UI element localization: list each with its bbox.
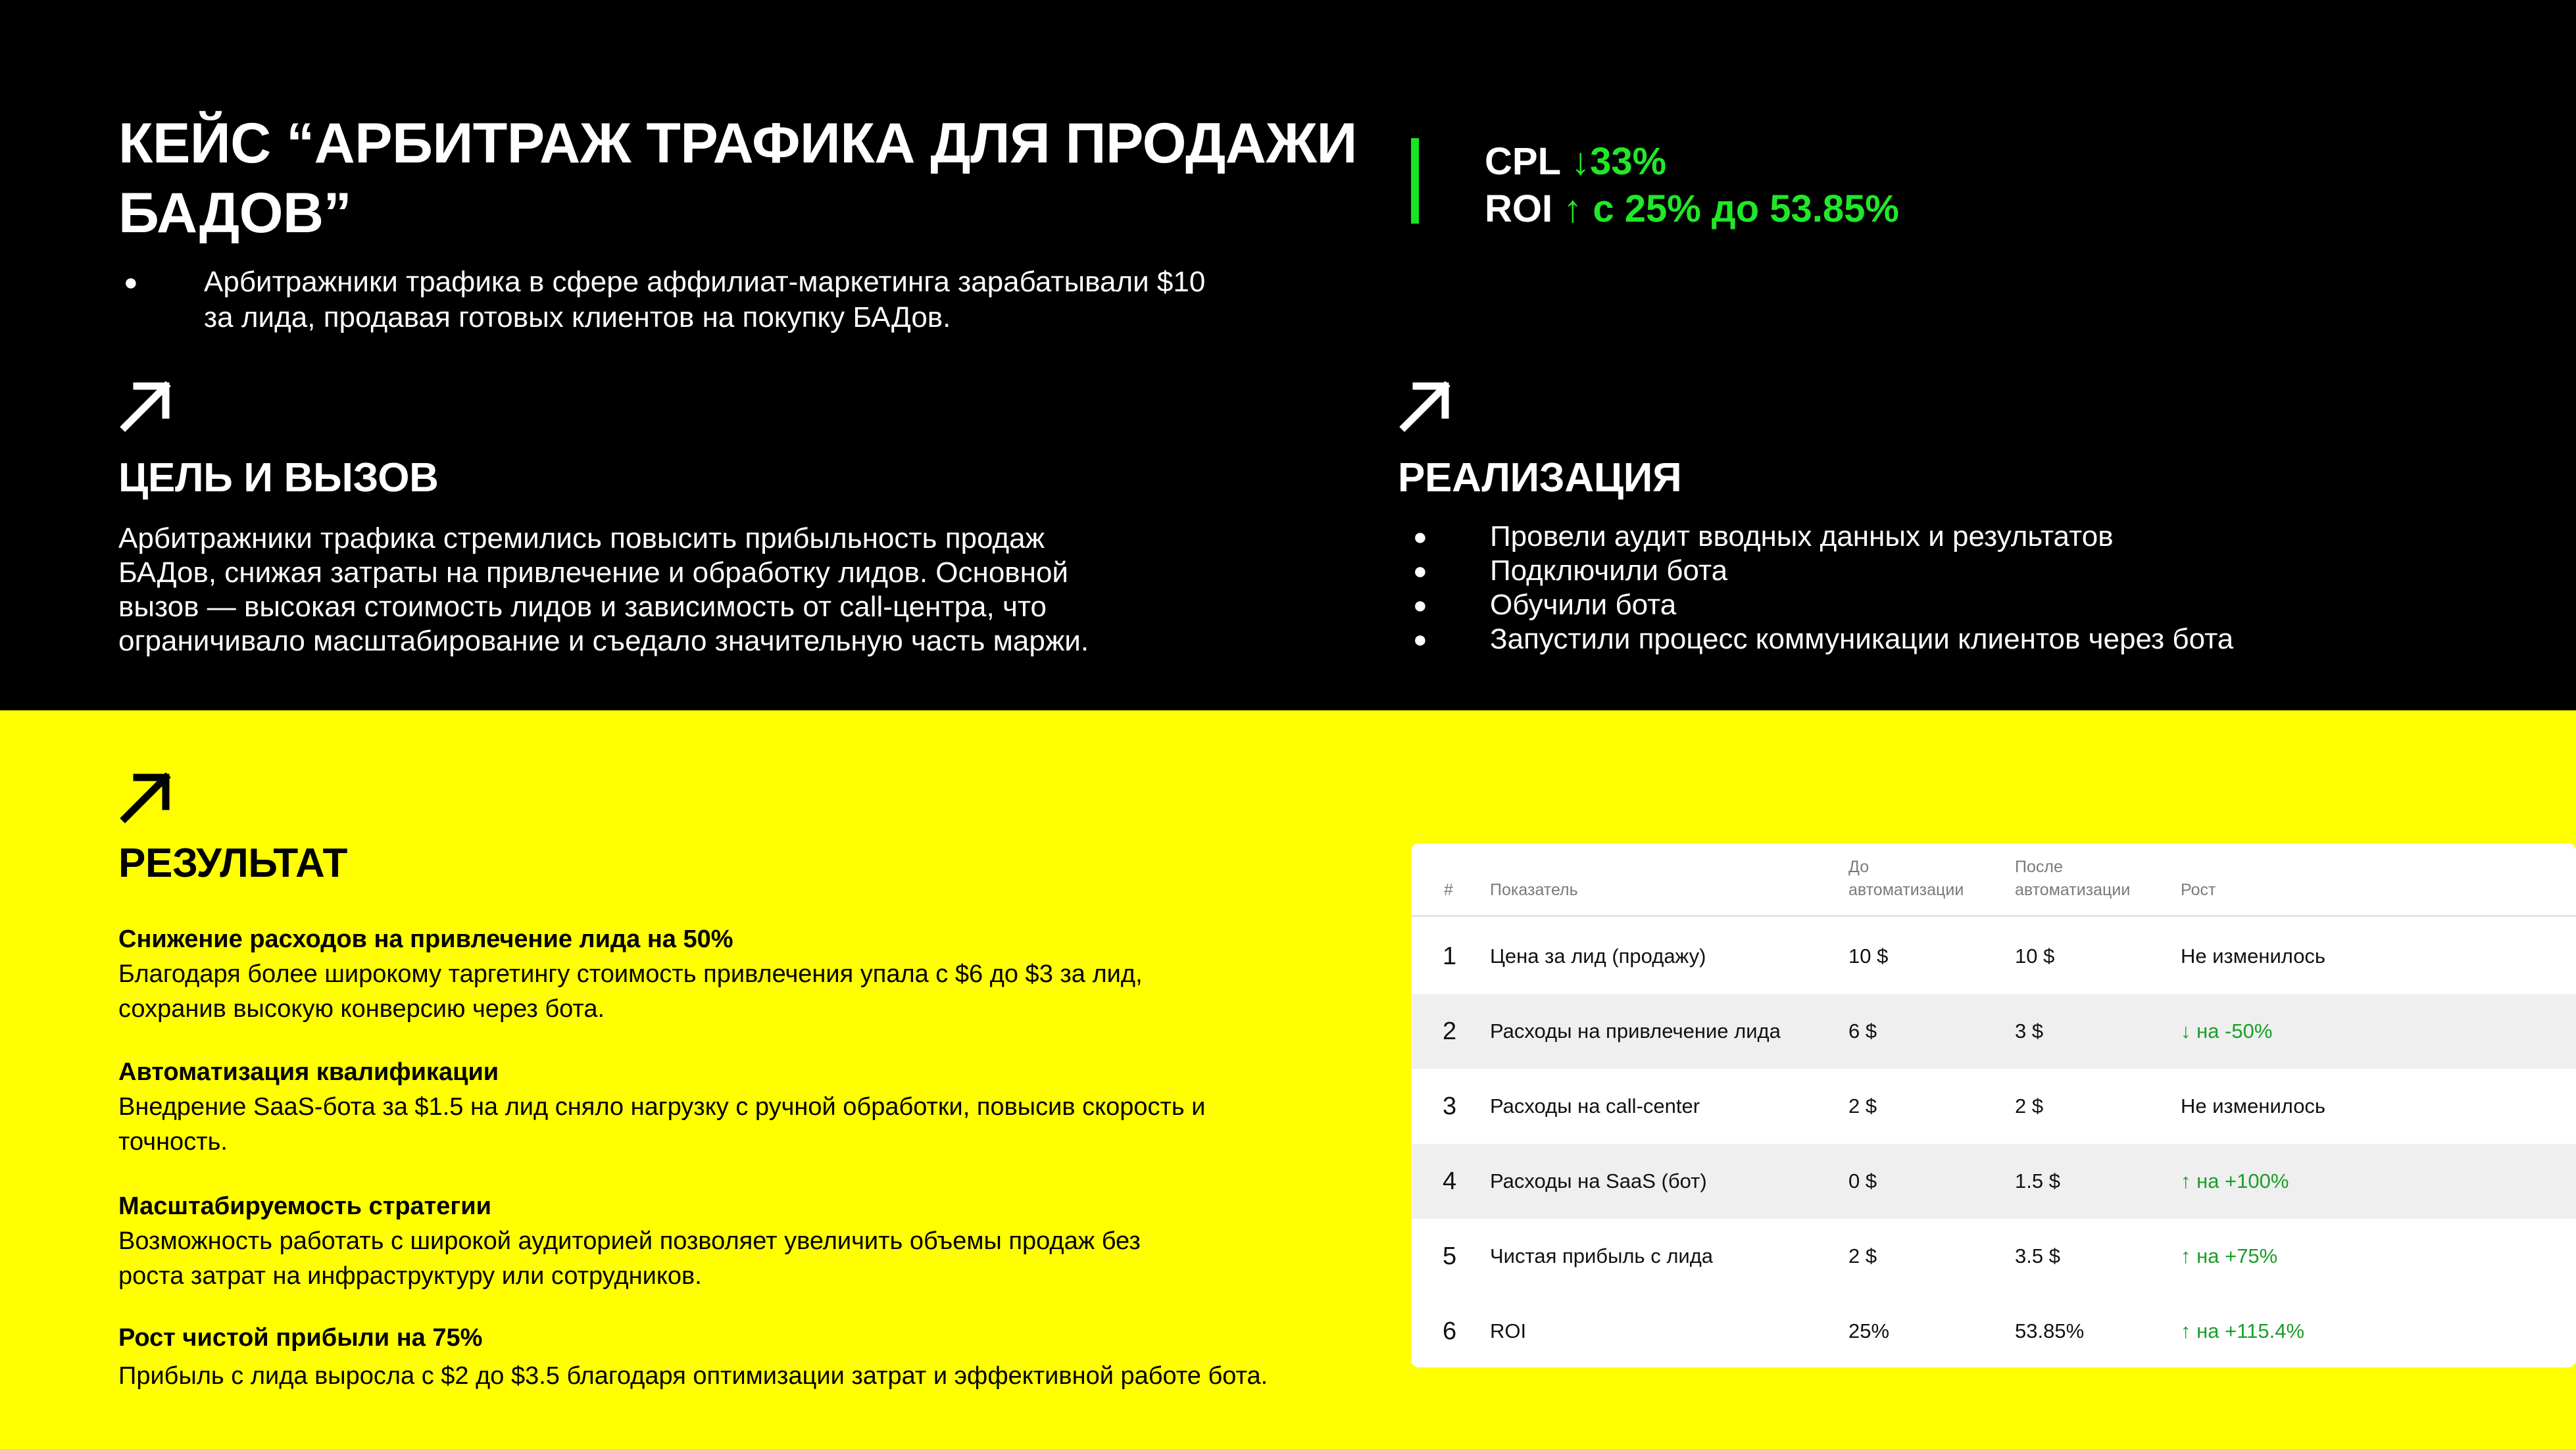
row-growth: Не изменилось <box>2181 1094 2326 1117</box>
row-name: ROI <box>1490 1319 1527 1342</box>
results-table <box>1411 843 2576 1367</box>
goal-line-2: БАДов, снижая затраты на привлечение и обработку лидов. Основной <box>118 556 1069 589</box>
table-header <box>1411 843 2576 917</box>
key-metrics <box>1411 138 1900 230</box>
list-item-text: Провели аудит вводных данных и результатов <box>1490 520 2114 553</box>
list-item <box>1408 588 2233 622</box>
goal-line-4: ограничивало масштабирование и съедало значительную часть маржи. <box>118 625 1089 657</box>
goal-line-3: вызов — высокая стоимость лидов и зависимость от call-центра, что <box>118 591 1047 623</box>
implementation-list <box>1408 520 2233 656</box>
row-num: 3 <box>1443 1092 1457 1120</box>
header-after-line-2: автоматизации <box>2015 881 2131 899</box>
list-item <box>1408 622 2233 656</box>
cpl-value: ↓33% <box>1571 140 1667 183</box>
row-before: 2 $ <box>1848 1094 1877 1117</box>
result-block-text: Возможность работать с широкой аудиторией позволяет увеличить объемы продаж без <box>118 1227 1141 1255</box>
goal-heading: ЦЕЛЬ И ВЫЗОВ <box>118 455 439 501</box>
row-after: 53.85% <box>2015 1319 2085 1342</box>
header-after-line-1: После <box>2015 858 2063 876</box>
row-before: 6 $ <box>1848 1019 1877 1043</box>
bullet-dot: ● <box>124 268 138 295</box>
row-after: 10 $ <box>2015 945 2055 968</box>
result-block <box>118 1055 1368 1160</box>
row-name: Чистая прибыль с лида <box>1490 1244 1714 1267</box>
list-item <box>1408 520 2233 554</box>
roi-label: ROI <box>1485 187 1553 230</box>
list-item-text: Подключили бота <box>1490 554 1728 587</box>
table-row <box>1411 1069 2576 1144</box>
row-after: 3 $ <box>2015 1019 2044 1043</box>
row-after: 1.5 $ <box>2015 1169 2060 1192</box>
cpl-label: CPL <box>1485 140 1560 183</box>
list-item-text: Запустили процесс коммуникации клиентов через бота <box>1490 623 2234 655</box>
header-name: Показатель <box>1490 881 1578 899</box>
bullet-dot: ● <box>1413 557 1427 584</box>
result-block-text: Прибыль с лида выросла с $2 до $3.5 благодаря оптимизации затрат и эффективной работе бота. <box>118 1362 1268 1390</box>
table-row <box>1411 1294 2576 1369</box>
row-name: Расходы на SaaS (бот) <box>1490 1169 1707 1192</box>
table-row <box>1411 1219 2576 1294</box>
result-block-title: Рост чистой прибыли на 75% <box>118 1324 483 1352</box>
cpl-metric <box>1485 138 1899 185</box>
row-after: 2 $ <box>2015 1094 2044 1117</box>
result-block-text: Внедрение SaaS-бота за $1.5 на лид сняло нагрузку с ручной обработки, повысив скорость и <box>118 1093 1206 1121</box>
header-num: # <box>1444 881 1453 899</box>
result-block <box>118 1321 1368 1394</box>
implementation-heading: РЕАЛИЗАЦИЯ <box>1398 455 1682 501</box>
result-heading: РЕЗУЛЬТАТ <box>118 841 348 886</box>
bullet-dot: ● <box>1413 591 1427 618</box>
table-row <box>1411 1144 2576 1219</box>
case-header-section <box>0 0 2576 710</box>
result-block <box>118 1189 1368 1294</box>
bullet-dot: ● <box>1413 626 1427 652</box>
row-num: 1 <box>1443 942 1457 970</box>
goal-line-1: Арбитражники трафика стремились повысить прибыльность продаж <box>118 522 1045 554</box>
row-before: 2 $ <box>1848 1244 1877 1267</box>
table-row <box>1411 994 2576 1069</box>
result-block-text: сохранив высокую конверсию через бота. <box>118 995 605 1023</box>
arrow-up-right-icon <box>1398 378 1453 433</box>
result-block-text: роста затрат на инфраструктуру или сотрудников. <box>118 1262 702 1290</box>
row-num: 2 <box>1443 1017 1457 1045</box>
header-after <box>2015 843 2130 915</box>
row-after: 3.5 $ <box>2015 1244 2060 1267</box>
header-before-line-1: До <box>1848 858 1870 876</box>
roi-metric <box>1485 185 1899 233</box>
row-growth: ↑ на +115.4% <box>2181 1319 2305 1342</box>
row-growth: ↑ на +100% <box>2181 1169 2289 1192</box>
row-num: 4 <box>1443 1167 1457 1195</box>
row-growth: ↑ на +75% <box>2181 1244 2278 1267</box>
row-num: 6 <box>1443 1317 1457 1345</box>
intro-line-1: Арбитражники трафика в сфере аффилиат-маркетинга зарабатывали $10 <box>204 266 1206 298</box>
result-block-text: точность. <box>118 1128 228 1156</box>
row-before: 25% <box>1848 1319 1890 1342</box>
table-row <box>1411 919 2576 994</box>
row-name: Расходы на привлечение лида <box>1490 1019 1781 1043</box>
result-block-title: Масштабируемость стратегии <box>118 1192 491 1220</box>
goal-text <box>118 522 1302 658</box>
list-item <box>1408 554 2233 588</box>
result-block <box>118 922 1368 1027</box>
row-name: Цена за лид (продажу) <box>1490 945 1706 968</box>
roi-value: ↑ с 25% до 53.85% <box>1563 187 1900 230</box>
result-block-text: Благодаря более широкому таргетингу стоимость привлечения упала с $6 до $3 за лид, <box>118 960 1143 988</box>
arrow-up-right-icon <box>118 378 174 433</box>
row-before: 0 $ <box>1848 1169 1877 1192</box>
case-title: КЕЙС “АРБИТРАЖ ТРАФИКА ДЛЯ ПРОДАЖИ БАДОВ” <box>118 112 1357 245</box>
arrow-up-right-icon <box>118 770 174 825</box>
header-before <box>1848 843 1964 915</box>
intro-line-2: за лида, продавая готовых клиентов на покупку БАДов. <box>204 301 951 333</box>
list-item-text: Обучили бота <box>1490 589 1677 621</box>
row-growth: Не изменилось <box>2181 945 2326 968</box>
header-growth: Рост <box>2181 881 2216 899</box>
bullet-dot: ● <box>1413 523 1427 550</box>
result-block-title: Снижение расходов на привлечение лида на 50% <box>118 925 733 953</box>
result-block-title: Автоматизация квалификации <box>118 1058 499 1086</box>
header-before-line-2: автоматизации <box>1848 881 1964 899</box>
row-growth: ↓ на -50% <box>2181 1019 2273 1043</box>
row-before: 10 $ <box>1848 945 1889 968</box>
row-num: 5 <box>1443 1242 1457 1270</box>
row-name: Расходы на call-center <box>1490 1094 1700 1117</box>
intro-bullet <box>118 264 1237 335</box>
